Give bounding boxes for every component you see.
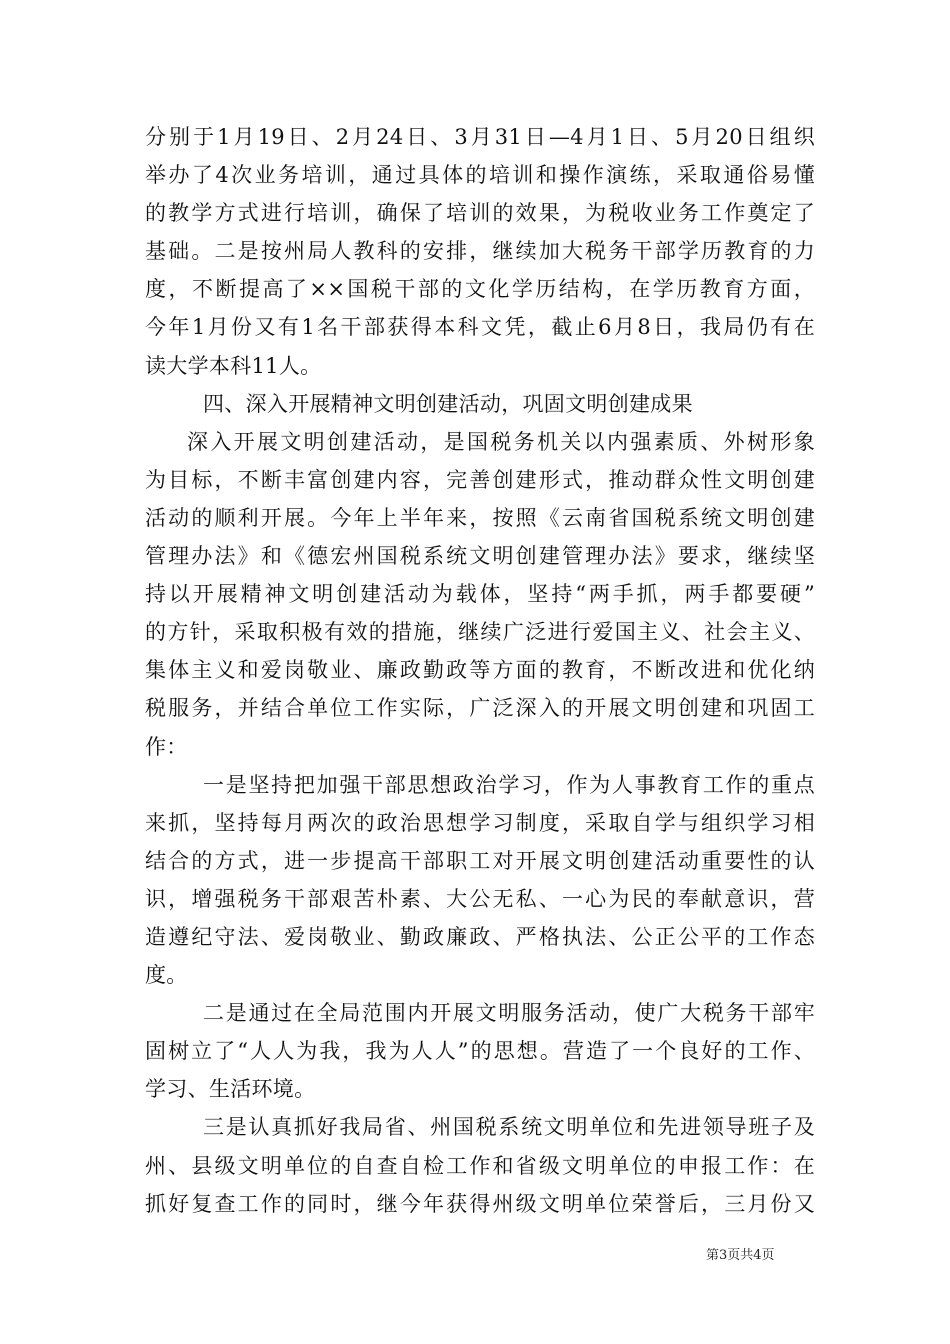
text-line: 度，不断提高了××国税干部的文化学历结构，在学历教育方面， <box>145 277 815 302</box>
section-heading: 四、深入开展精神文明创建活动，巩固文明创建成果 <box>203 391 693 416</box>
text-line: 税服务，并结合单位工作实际，广泛深入的开展文明创建和巩固工 <box>145 696 815 721</box>
text-line: 管理办法》和《德宏州国税系统文明创建管理办法》要求，继续坚 <box>145 544 815 569</box>
text-line: 度。 <box>145 963 188 988</box>
text-line: 集体主义和爱岗敬业、廉政勤政等方面的教育，不断改进和优化纳 <box>145 658 815 683</box>
text-line: 今年1月份又有1名干部获得本科文凭，截止6月8日，我局仍有在 <box>145 315 815 340</box>
text-line: 来抓，坚持每月两次的政治思想学习制度，采取自学与组织学习相 <box>145 810 815 835</box>
document-body <box>145 118 815 1223</box>
text-line: 举办了4次业务培训，通过具体的培训和操作演练，采取通俗易懂 <box>145 163 815 188</box>
text-line: 的方针，采取积极有效的措施，继续广泛进行爱国主义、社会主义、 <box>145 620 815 645</box>
text-line: 三是认真抓好我局省、州国税系统文明单位和先进领导班子及 <box>203 1115 815 1140</box>
text-line: 抓好复查工作的同时，继今年获得州级文明单位荣誉后，三月份又 <box>145 1191 815 1216</box>
text-line: 造遵纪守法、爱岗敬业、勤政廉政、严格执法、公正公平的工作态 <box>145 924 815 949</box>
text-line: 基础。二是按州局人教科的安排，继续加大税务干部学历教育的力 <box>145 239 815 264</box>
text-line: 的教学方式进行培训，确保了培训的效果，为税收业务工作奠定了 <box>145 201 815 226</box>
text-line: 作： <box>145 734 188 759</box>
text-line: 学习、生活环境。 <box>145 1077 316 1102</box>
text-line: 持以开展精神文明创建活动为载体，坚持“两手抓，两手都要硬” <box>145 582 815 607</box>
text-line: 活动的顺利开展。今年上半年来，按照《云南省国税系统文明创建 <box>145 505 815 530</box>
text-line: 二是通过在全局范围内开展文明服务活动，使广大税务干部牢 <box>203 1001 815 1026</box>
text-line: 结合的方式，进一步提高干部职工对开展文明创建活动重要性的认 <box>145 848 815 873</box>
text-line: 读大学本科11人。 <box>145 353 322 378</box>
text-line: 一是坚持把加强干部思想政治学习，作为人事教育工作的重点 <box>203 772 815 797</box>
text-line: 识，增强税务干部艰苦朴素、大公无私、一心为民的奉献意识，营 <box>145 886 815 911</box>
text-line: 州、县级文明单位的自查自检工作和省级文明单位的申报工作：在 <box>145 1153 815 1178</box>
text-line: 为目标，不断丰富创建内容，完善创建形式，推动群众性文明创建 <box>145 467 815 492</box>
text-line: 分别于1月19日、2月24日、3月31日—4月1日、5月20日组织 <box>145 125 815 149</box>
text-line: 固树立了“人人为我，我为人人”的思想。营造了一个良好的工作、 <box>145 1039 815 1064</box>
text-line: 深入开展文明创建活动，是国税务机关以内强素质、外树形象 <box>187 429 815 454</box>
page-number: 第3页共4页 <box>706 1248 775 1263</box>
